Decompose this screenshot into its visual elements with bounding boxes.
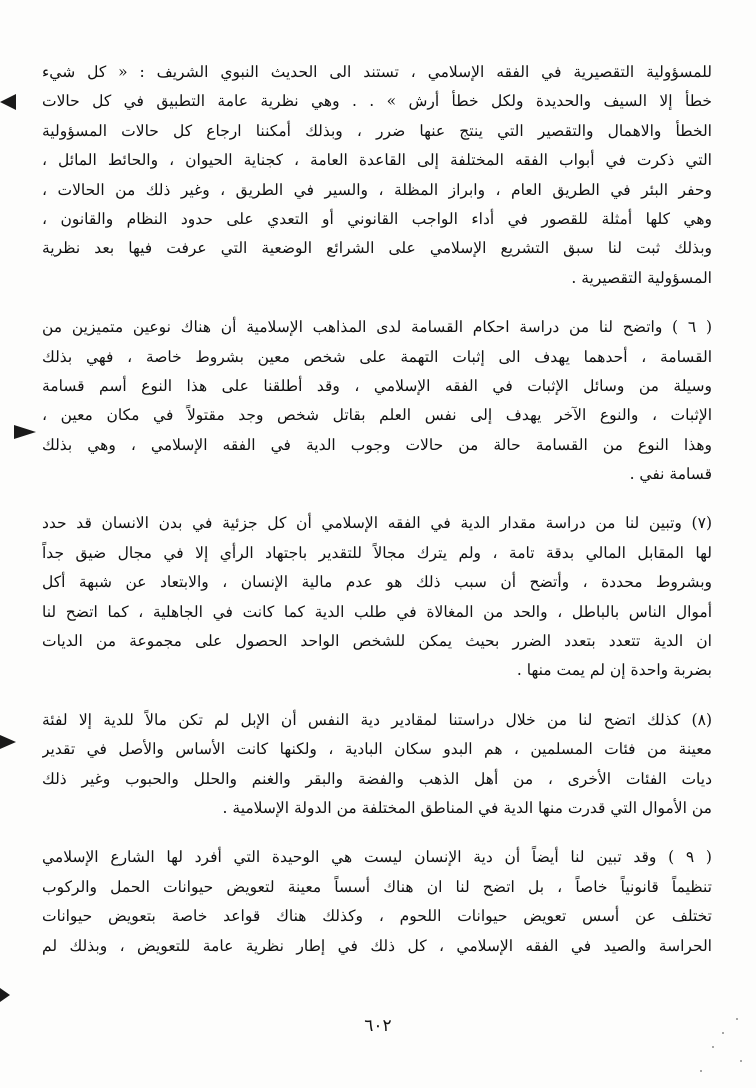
scan-speck xyxy=(740,1060,742,1062)
text-line: ديات الفئات الأخرى ، من أهل الذهب والفضة والبقر والغنم والحلل والحبوب وغير ذلك xyxy=(42,769,712,788)
margin-arrow-icon xyxy=(0,735,16,749)
paragraph-6 xyxy=(42,313,712,489)
text-line: القسامة ، أحدهما يهدف الى إثبات التهمة على شخص معين بشروط خاصة ، فهي بذلك xyxy=(42,347,712,366)
text-line: وحفر البئر في الطريق العام ، وابراز المظلة ، والسير في الطريق ، وغير ذلك من الحالات ، xyxy=(42,180,712,199)
scan-speck xyxy=(700,1070,702,1072)
text-line: (٨) كذلك اتضح لنا من خلال دراستنا لمقادير دية النفس أن الإبل لم تكن مالاً للدية إلا لفئة xyxy=(42,710,712,729)
text-line: بضربة واحدة إن لم يمت منها . xyxy=(516,661,712,680)
text-line: الحراسة والصيد في الفقه الإسلامي ، كل ذلك في إطار نظرية عامة للتعويض ، وبذلك لم xyxy=(42,936,712,955)
text-line: تنظيماً قانونياً خاصاً ، بل اتضح لنا ان هناك أسساً معينة لتعويض حيوانات الحمل والركوب xyxy=(42,877,712,896)
text-line: ان الدية تتعدد بتعدد الضرر بحيث يمكن للشخص الواحد الحصول على مجموعة من الديات xyxy=(42,632,712,651)
paragraph-8 xyxy=(42,706,712,824)
text-line: أموال الناس بالباطل ، والحد من المغالاة في طلب الدية كما كانت في الجاهلية ، كما اتضح لنا xyxy=(42,602,712,621)
body-text xyxy=(42,58,712,961)
text-line: معينة من فئات المسلمين ، هم البدو سكان البادية ، ولكنها كانت الأساس والأصل في تقدير xyxy=(42,740,712,759)
text-line: وهي كلها أمثلة للقصور في أداء الواجب القانوني أو التعدي على حدود النظام والقانون ، xyxy=(42,209,712,228)
text-line: ( ٦ ) واتضح لنا من دراسة احكام القسامة لدى المذاهب الإسلامية أن هناك نوعين متميزين من xyxy=(42,318,712,337)
text-line: التي ذكرت في أبواب الفقه المختلفة إلى القاعدة العامة ، كجناية الحيوان ، والحائط المائل ، xyxy=(42,151,712,170)
text-line: وهذا النوع من القسامة حالة من حالات وجوب الدية في الفقه الإسلامي ، وهي بذلك xyxy=(42,435,712,454)
text-line: المسؤولية التقصيرية . xyxy=(571,268,712,287)
text-line: وبذلك ثبت لنا سبق التشريع الإسلامي على الشرائع الوضعية التي عرفت فيها بعد نظرية xyxy=(42,239,712,258)
paragraph-intro xyxy=(42,58,712,293)
margin-arrow-icon xyxy=(14,425,36,439)
text-line: ( ٩ ) وقد تبين لنا أيضاً أن دية الإنسان ليست هي الوحيدة التي أفرد لها الشارع الإسلامي xyxy=(42,848,712,867)
page-number: ٦٠٢ xyxy=(364,1016,392,1036)
margin-arrow-icon xyxy=(0,94,16,110)
text-line: للمسؤولية التقصيرية في الفقه الإسلامي ، تستند الى الحديث النبوي الشريف : « كل شيء xyxy=(42,63,712,81)
text-line: (٧) وتبين لنا من دراسة مقدار الدية في الفقه الإسلامي أن كل جزئية في بدن الانسان قد حدد xyxy=(42,514,712,533)
paragraph-7 xyxy=(42,509,712,685)
text-line: الخطأ والاهمال والتقصير التي ينتج عنها ضرر ، وبذلك أمكننا ارجاع كل حالات المسؤولية xyxy=(42,121,712,140)
text-line: خطأ إلا السيف والحديدة ولكل خطأ أرش » . . وهي نظرية عامة التطبيق في كل حالات xyxy=(42,92,712,111)
scan-speck xyxy=(712,1046,714,1048)
margin-arrow-icon xyxy=(0,988,10,1002)
text-line: تختلف عن أسس تعويض حيوانات اللحوم ، وكذلك هناك قواعد خاصة بتعويض حيوانات xyxy=(42,907,712,926)
text-line: وبشروط محددة ، وأتضح أن سبب ذلك هو عدم مالية الإنسان ، والابتعاد عن شبهة أكل xyxy=(42,573,712,592)
paragraph-9 xyxy=(42,843,712,961)
text-line: من الأموال التي قدرت منها الدية في المناطق المختلفة من الدولة الإسلامية . xyxy=(222,798,712,817)
text-line: الإثبات ، والنوع الآخر يهدف إلى نفس العلم بقاتل شخص وجد مقتولاً في مكان معين ، xyxy=(42,406,712,425)
text-line: قسامة نفي . xyxy=(629,465,712,484)
text-line: وسيلة من وسائل الإثبات في الفقه الإسلامي ، وقد أطلقنا على هذا النوع أسم قسامة xyxy=(42,376,712,395)
text-line: لها المقابل المالي بدقة تامة ، ولم يترك مجالاً للتقدير باجتهاد الرأي إلا في مجال ضيق جداً xyxy=(42,543,712,562)
